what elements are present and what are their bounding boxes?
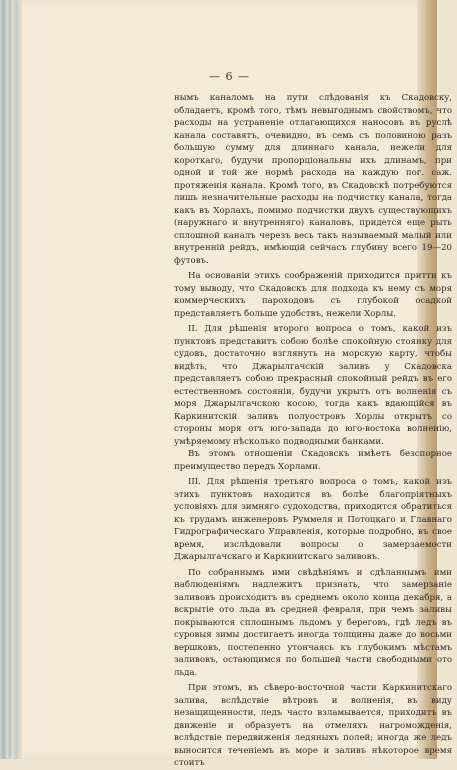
book-binding-edge [0, 0, 22, 759]
paragraph: III. Для рѣшенія третьяго вопроса о томъ, какой изъ этихъ пунктовъ находится въ болѣе благопріятныхъ условіяхъ для зимняго судоходства, приходится обратиться къ трудамъ инженеровъ Руммеля и Потоцкаго и Главнаго Гидрографическаго Управленія, которые подробно, въ свое время, изслѣдовали вопросы о замерзаемости Джарылгачскаго и Каркинитскаго заливовъ. [174, 477, 452, 562]
paragraph: На основаніи этихъ соображеній приходится притти къ тому выводу, что Скадовскъ для подхода къ нему съ моря коммерческихъ пароходовъ съ глубокой осадкой представляетъ больше удобствъ, нежели Хорлы. [174, 271, 452, 319]
page-number: — 6 — [209, 70, 250, 83]
body-text [174, 92, 452, 770]
paragraph: II. Для рѣшенія второго вопроса о томъ, какой изъ пунктовъ представитъ собою болѣе спокойную стоянку для судовъ, достаточно взглянуть на морскую карту, чтобы видѣть, что Джарылгачскій заливъ у Скадовска представляетъ собою прекрасный спокойный рейдъ въ его естественномъ состояніи, будучи укрытъ отъ волненія съ моря Джарылгачскою косою, тогда какъ вдающійся въ Каркинитскій заливъ полуостровъ Хорлы открытъ со стороны моря отъ юго-запада до юго-востока волненію, умѣряемому нѣсколько подводными банками. [174, 324, 452, 447]
paragraph: нымъ каналомъ на пути слѣдованія къ Скадовску, обладаетъ, кромѣ того, тѣмъ невыгоднымъ свойствомъ, что расходы на устраненіе отлагающихся наносовъ въ руслѣ канала составятъ, очевидно, въ семь съ половиною разъ большую сумму для длиннаго канала, нежели для короткаго, будучи пропорціональны ихъ длинамъ, при одной и той же нормѣ расхода на каждую пог. саж. протяженія канала. Кромѣ того, въ Скадовскѣ потребуются лишь незначительные расходы на подчистку канала, тогда какъ въ Хорлахъ, помимо подчистки двухъ существующихъ (наружнаго и внутренняго) каналовъ, придется еще рыть сплошной каналъ черезъ весь такъ называемый малый или внутренній рейдъ, имѣющій сейчасъ глубину всего 19—20 футовъ. [174, 93, 452, 266]
paragraph: По собраннымъ ими свѣдѣніямъ и сдѣланнымъ ими наблюденіямъ надлежитъ признать, что замерзаніе заливовъ происходитъ въ среднемъ около конца декабря, а вскрытіе ото льда въ средней февраля, при чемъ заливы покрываются сплошнымъ льдомъ у береговъ, гдѣ ледъ въ суровыя зимы достигаетъ иногда толщины даже до восьми вершковъ, постепенно утончаясь къ глубокимъ мѣстамъ заливовъ, остающимся по большей части свободными ото льда. [174, 567, 452, 678]
book-page [22, 0, 452, 768]
paragraph: Въ этомъ отношеніи Скадовскъ имѣетъ безспорное преимущество передъ Хорлами. [174, 449, 452, 472]
paragraph: При этомъ, въ сѣверо-восточной части Каркинитскаго залива, вслѣдствіе вѣтровъ и волненія, въ виду незащищенности, ледъ часто взламывается, приходитъ въ движеніе и образуетъ на отмеляхъ нагроможденія, вслѣдствіе передвиженія ледяныхъ полей; иногда же ледъ выносится теченіемъ въ море и заливъ нѣкоторое время стоитъ [174, 683, 452, 768]
